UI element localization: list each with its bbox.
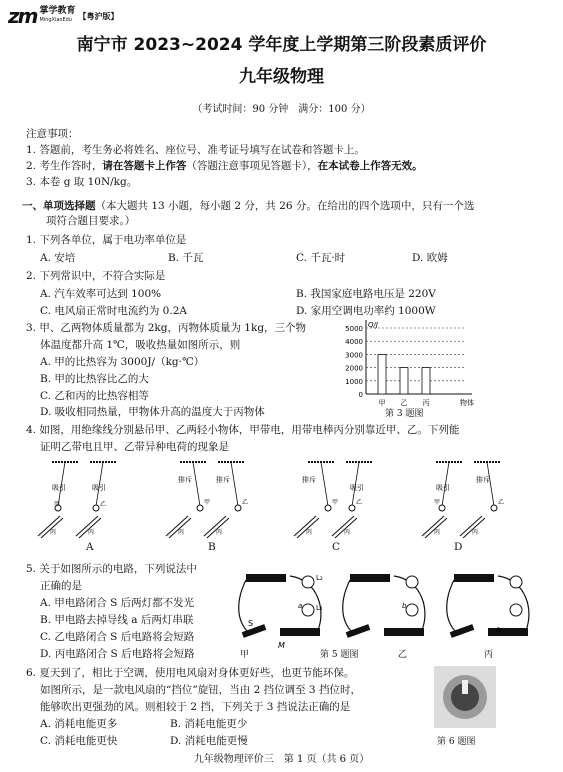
q3-option-d: D. 吸收相同热量，甲物体升高的温度大于丙物体 xyxy=(40,406,265,418)
q4-d-jia: 甲 xyxy=(434,499,441,506)
q4-c-bing: 丙 xyxy=(306,529,313,536)
q2-stem: 2. 下列常识中，不符合实际是 xyxy=(26,270,166,282)
q2-option-a: A. 汽车效率可达到 100% xyxy=(40,288,162,300)
q4-b-jia: 甲 xyxy=(204,499,211,506)
q1-option-a: A. 安培 xyxy=(40,252,76,264)
q4-d-bing: 丙 xyxy=(434,529,441,536)
q4-option-c: C xyxy=(332,541,341,553)
q4-c-yi: 乙 xyxy=(356,499,363,506)
q5-circuit-bing xyxy=(447,574,529,638)
q4-figure-a xyxy=(38,462,116,538)
logo-cn: 掌学教育 xyxy=(39,6,76,16)
q6-stem-1: 6. 夏天到了，相比于空调，使用电风扇对身体更好些，也更节能环保。 xyxy=(26,667,355,679)
y-tick-label: 4000 xyxy=(345,338,363,347)
q1-option-d: D. 欧姆 xyxy=(412,252,448,264)
q5-label-yi: 乙 xyxy=(398,650,408,660)
bar xyxy=(400,368,408,394)
q3-stem-2: 体温度都升高 1℃，吸收热量如图所示，则 xyxy=(40,339,241,351)
q5-option-c: C. 乙电路闭合 S 后电路将会短路 xyxy=(40,631,195,643)
q5-jia-m: M xyxy=(278,641,285,650)
q3-option-a: A. 甲的比热容为 3000J/（kg·℃） xyxy=(40,356,205,368)
note-2b: 请在答题卡上作答 xyxy=(102,160,187,172)
q4-option-b: B xyxy=(208,541,216,553)
q4-c-label-1: 排斥 xyxy=(302,476,316,484)
q4-stem-1: 4. 如图，用绝缘线分别悬吊甲、乙两轻小物体，甲带电，用带电棒丙分别靠近甲、乙。下列能 xyxy=(26,424,460,436)
y-tick-label: 0 xyxy=(358,391,363,399)
q3-bar-chart xyxy=(330,316,480,408)
exam-subject: 九年级物理 xyxy=(239,67,324,87)
q5-label-bing: 丙 xyxy=(484,650,494,660)
note-3: 3. 本卷 g 取 10N/kg。 xyxy=(26,176,138,188)
x-axis-label: 物体 xyxy=(460,399,474,407)
section1-heading xyxy=(22,198,474,213)
q4-c-jia: 甲 xyxy=(332,499,339,506)
exam-info: （考试时间：90 分钟 满分：100 分） xyxy=(192,104,371,115)
q2-option-d: D. 家用空调电功率约 1000W xyxy=(296,305,436,317)
q4-a-yi: 乙 xyxy=(100,501,107,508)
q6-option-d: D. 消耗电能更慢 xyxy=(170,735,248,747)
x-tick-label: 丙 xyxy=(422,399,430,407)
q5-option-d: D. 丙电路闭合 S 后电路将会短路 xyxy=(40,648,195,660)
q5-jia-s: S xyxy=(248,619,254,628)
q5-stem-2: 正确的是 xyxy=(40,580,82,592)
q4-b-yi: 乙 xyxy=(242,499,249,506)
q2-option-c: C. 电风扇正常时电流约为 0.2A xyxy=(40,305,187,317)
q4-option-a: A xyxy=(86,541,94,553)
q4-d-bing-2: 丙 xyxy=(472,529,479,536)
y-tick-label: 2000 xyxy=(345,364,363,373)
logo-mark: zm xyxy=(8,4,37,28)
logo-text xyxy=(39,7,75,25)
q3-caption: 第 3 题图 xyxy=(385,409,424,419)
q4-a-jia: 甲 xyxy=(54,501,61,508)
q5-label-jia: 甲 xyxy=(240,650,250,660)
notes-heading: 注意事项： xyxy=(26,128,79,140)
q4-b-bing: 丙 xyxy=(178,529,185,536)
q4-a-bing: 丙 xyxy=(50,529,57,536)
q2-option-b: B. 我国家庭电路电压是 220V xyxy=(296,288,436,300)
y-tick-label: 3000 xyxy=(345,351,363,360)
note-2 xyxy=(26,158,423,173)
x-tick-label: 乙 xyxy=(400,399,408,407)
q3-stem-1: 3. 甲、乙两物体质量都为 2kg，丙物体质量为 1kg，三个物 xyxy=(26,322,307,334)
q5-jia-l1: L₁ xyxy=(316,604,323,612)
q4-d-label-2: 排斥 xyxy=(476,476,490,484)
q1-stem: 1. 下列各单位，属于电功率单位是 xyxy=(26,234,187,246)
q5-yi-b: b xyxy=(402,602,407,610)
q4-figure-b xyxy=(166,462,248,538)
publisher-logo xyxy=(8,4,119,28)
page-footer: 九年级物理评价三 第 1 页（共 6 页） xyxy=(193,754,370,765)
y-axis-label: Q/J xyxy=(368,321,378,329)
logo-en: MingXiaoEdu xyxy=(39,17,72,23)
q6-option-c: C. 消耗电能更快 xyxy=(40,735,118,747)
section1-desc1: （本大题共 13 小题，每小题 2 分，共 26 分。在给出的四个选项中，只有一个选 xyxy=(95,200,475,212)
y-tick-label: 1000 xyxy=(345,377,363,386)
q4-b-label-2: 排斥 xyxy=(216,476,230,484)
q1-option-b: B. 千瓦 xyxy=(168,252,204,264)
q5-circuits xyxy=(228,560,540,656)
q4-figure-d xyxy=(422,462,504,538)
q4-a-bing-2: 丙 xyxy=(88,529,95,536)
q4-c-label-2: 吸引 xyxy=(350,484,364,492)
note-2a: 2. 考生作答时， xyxy=(26,160,103,172)
q5-caption: 第 5 题图 xyxy=(320,650,359,660)
y-tick-label: 5000 xyxy=(345,325,363,333)
q4-figures xyxy=(30,454,540,540)
q3-option-c: C. 乙和丙的比热容相等 xyxy=(40,390,149,402)
q6-option-b: B. 消耗电能更少 xyxy=(170,718,248,730)
q5-option-a: A. 甲电路闭合 S 后两灯都不发光 xyxy=(40,597,195,609)
bar xyxy=(378,354,386,394)
q4-stem-2: 证明乙带电且甲、乙带异种电荷的现象是 xyxy=(40,441,229,453)
exam-title: 南宁市 2023~2024 学年度上学期第三阶段素质评价 xyxy=(76,35,487,55)
note-1: 1. 答题前，考生务必将姓名、座位号、准考证号填写在试卷和答题卡上。 xyxy=(26,144,365,156)
q4-b-label-1: 排斥 xyxy=(178,476,192,484)
q4-d-label-1: 吸引 xyxy=(436,484,450,492)
x-tick-label: 甲 xyxy=(378,399,386,407)
q5-stem-1: 5. 关于如图所示的电路，下列说法中 xyxy=(26,563,197,575)
note-2c: （答题注意事项见答题卡）， xyxy=(186,160,318,172)
q6-stem-2: 如图所示，是一款电风扇的“挡位”旋钮，当由 2 挡位调至 3 挡位时， xyxy=(40,684,361,696)
q4-d-yi: 乙 xyxy=(498,499,505,506)
q1-option-c: C. 千瓦·时 xyxy=(296,252,346,264)
q4-figure-c xyxy=(294,462,372,538)
q5-circuit-jia xyxy=(239,574,323,650)
q4-a-label-1: 吸引 xyxy=(52,484,66,492)
q6-fan-knob-photo xyxy=(434,666,496,728)
q3-option-b: B. 甲的比热容比乙的大 xyxy=(40,373,149,385)
q5-option-b: B. 甲电路去掉导线 a 后两灯串联 xyxy=(40,614,194,626)
bar xyxy=(422,368,430,394)
q4-a-label-2: 吸引 xyxy=(92,484,106,492)
q6-stem-3: 能够吹出更强劲的风。则相较于 2 挡，下列关于 3 挡说法正确的是 xyxy=(40,701,351,713)
section1-title: 一、单项选择题 xyxy=(22,200,96,212)
q4-b-bing-2: 丙 xyxy=(216,529,223,536)
q5-jia-a: a xyxy=(298,602,303,610)
q4-c-bing-2: 丙 xyxy=(344,529,351,536)
q5-bing-a: A xyxy=(496,626,501,634)
q4-option-d: D xyxy=(454,541,463,553)
q6-option-a: A. 消耗电能更多 xyxy=(40,718,118,730)
q5-jia-l2: L₂ xyxy=(316,574,323,582)
section1-desc2: 项符合题目要求。） xyxy=(46,215,136,227)
note-2d: 在本试卷上作答无效。 xyxy=(317,160,423,172)
q5-circuit-yi xyxy=(343,574,425,638)
q6-caption: 第 6 题图 xyxy=(437,737,476,747)
logo-tag: 【粤沪版】 xyxy=(78,11,119,21)
